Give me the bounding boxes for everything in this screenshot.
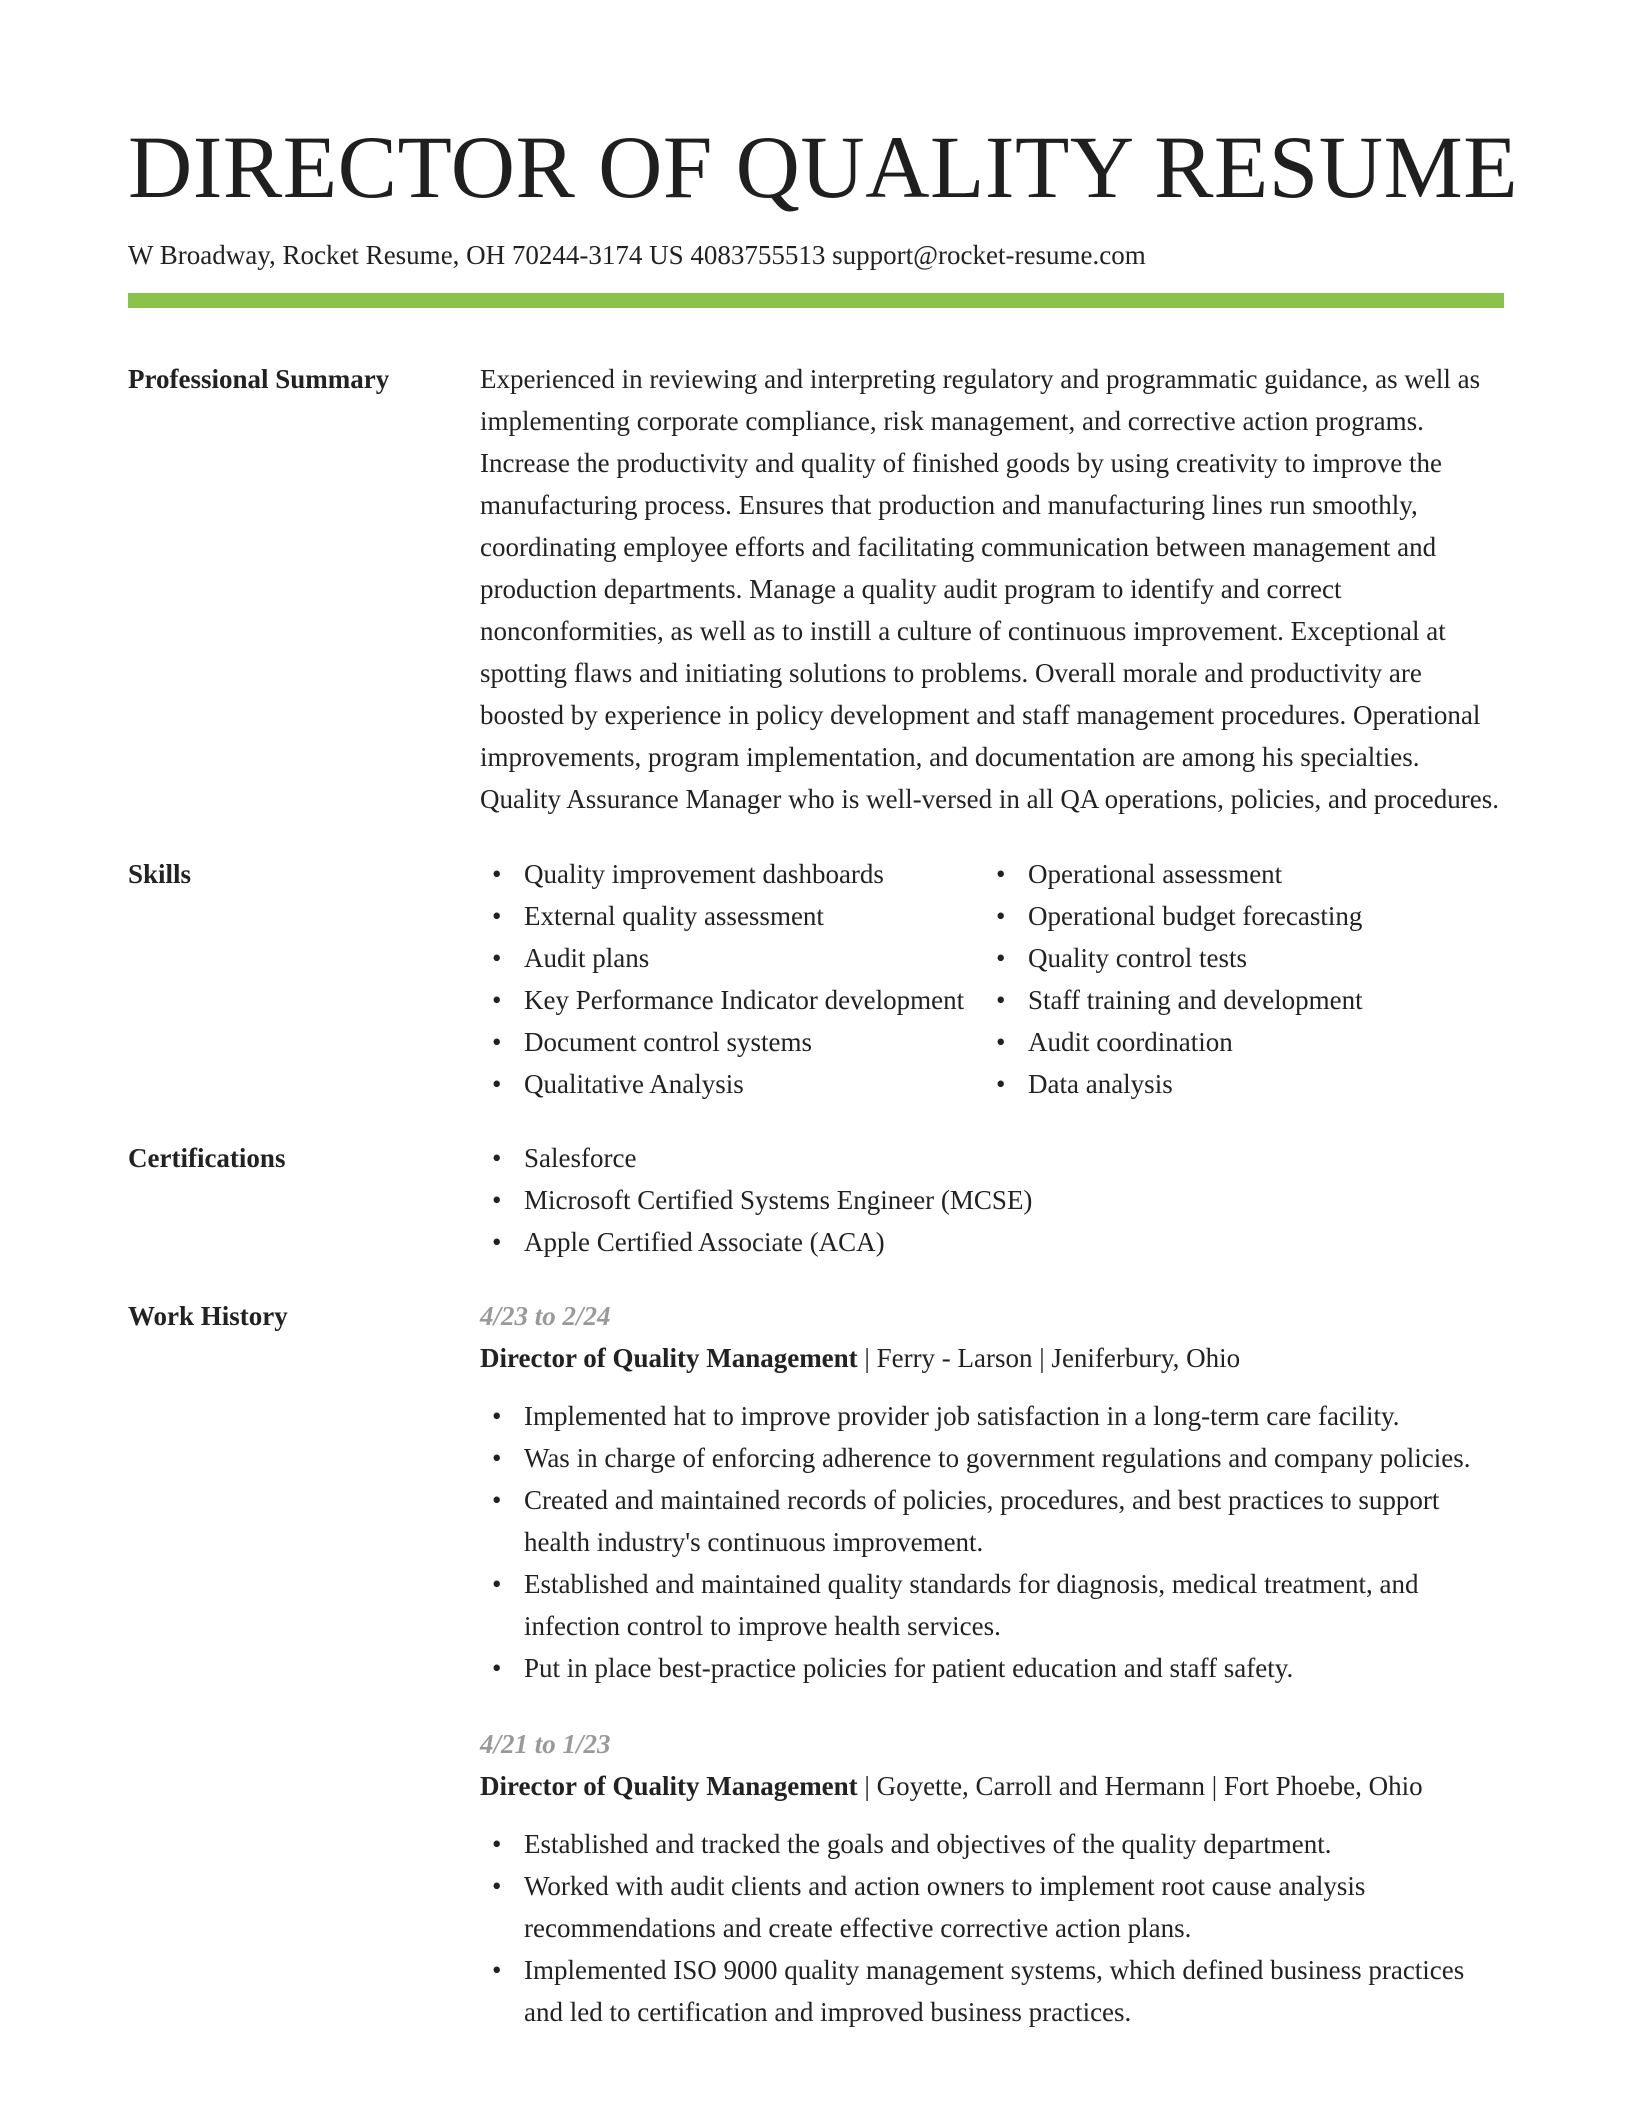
skill-item: • Data analysis — [984, 1063, 1504, 1105]
section-label: Professional Summary — [128, 364, 390, 394]
skills-grid — [480, 853, 1504, 1105]
job-heading — [480, 1765, 1504, 1807]
job-bullet: • Put in place best-practice policies for patient education and staff safety. — [480, 1647, 1504, 1689]
skills-section — [128, 853, 1504, 1105]
work-history-section — [128, 1295, 1504, 2033]
resume-title: DIRECTOR OF QUALITY RESUME — [128, 119, 1519, 217]
skill-item: • Qualitative Analysis — [480, 1063, 984, 1105]
job-bullet: • Created and maintained records of policies, procedures, and best practices to support health industry's continuous improvement. — [480, 1479, 1504, 1563]
skill-item: • External quality assessment — [480, 895, 984, 937]
skill-item: • Key Performance Indicator development — [480, 979, 984, 1021]
job-bullet: • Established and tracked the goals and objectives of the quality department. — [480, 1823, 1504, 1865]
certifications-list — [480, 1137, 1504, 1263]
job-title: Director of Quality Management — [480, 1771, 858, 1801]
work-history-content — [480, 1295, 1504, 2033]
job-bullet: • Implemented ISO 9000 quality management systems, which defined business practices and led to certification and improved business practices. — [480, 1949, 1504, 2033]
job-bullet: • Established and maintained quality standards for diagnosis, medical treatment, and infection control to improve health services. — [480, 1563, 1504, 1647]
certifications-section — [128, 1137, 1504, 1263]
job-title: Director of Quality Management — [480, 1343, 858, 1373]
certification-item: • Apple Certified Associate (ACA) — [480, 1221, 1504, 1263]
section-label: Certifications — [128, 1143, 286, 1173]
skill-item: • Quality control tests — [984, 937, 1504, 979]
job-bullets — [480, 1823, 1504, 2033]
job-employer-location: | Ferry - Larson | Jeniferbury, Ohio — [857, 1343, 1241, 1373]
skill-item: • Operational budget forecasting — [984, 895, 1504, 937]
job-heading — [480, 1337, 1504, 1379]
job-bullet: • Implemented hat to improve provider job satisfaction in a long-term care facility. — [480, 1395, 1504, 1437]
contact-line: W Broadway, Rocket Resume, OH 70244-3174 US 4083755513 support@rocket-resume.com — [128, 240, 1146, 270]
skill-item: • Audit plans — [480, 937, 984, 979]
job-dates: 4/23 to 2/24 — [480, 1301, 611, 1331]
skills-column-left — [480, 853, 984, 1105]
summary-text: Experienced in reviewing and interpreting regulatory and programmatic guidance, as well as implementing corporate compliance, risk management, and corrective action programs. Increase the productivity and quality of finished goods by using creativity to improve the manufacturing process. Ensures that production and manufacturing lines run smoothly, coordinating employee efforts and facilitating communication between management and production departments. Manage a quality audit program to identify and correct nonconformities, as well as to instill a culture of continuous improvement. Exceptional at spotting flaws and initiating solutions to problems. Overall morale and productivity are boosted by experience in policy development and staff management procedures. Operational improvements, program implementation, and documentation are among his specialties. Quality Assurance Manager who is well-versed in all QA operations, policies, and procedures. — [480, 364, 1499, 814]
skill-item: • Document control systems — [480, 1021, 984, 1063]
skill-item: • Operational assessment — [984, 853, 1504, 895]
job-employer-location: | Goyette, Carroll and Hermann | Fort Phoebe, Ohio — [857, 1771, 1423, 1801]
job-bullets — [480, 1395, 1504, 1689]
section-label: Skills — [128, 859, 192, 889]
skills-column-right — [984, 853, 1504, 1105]
skill-item: • Audit coordination — [984, 1021, 1504, 1063]
certification-item: • Microsoft Certified Systems Engineer (MCSE) — [480, 1179, 1504, 1221]
section-label: Work History — [128, 1301, 288, 1331]
job-bullet: • Worked with audit clients and action owners to implement root cause analysis recommendations and create effective corrective action plans. — [480, 1865, 1504, 1949]
job-entry — [480, 1723, 1504, 2033]
job-entry — [480, 1295, 1504, 1689]
certification-item: • Salesforce — [480, 1137, 1504, 1179]
skill-item: • Quality improvement dashboards — [480, 853, 984, 895]
skill-item: • Staff training and development — [984, 979, 1504, 1021]
job-bullet: • Was in charge of enforcing adherence to government regulations and company policies. — [480, 1437, 1504, 1479]
professional-summary-section — [128, 358, 1504, 820]
job-dates: 4/21 to 1/23 — [480, 1729, 611, 1759]
accent-divider — [128, 293, 1504, 308]
